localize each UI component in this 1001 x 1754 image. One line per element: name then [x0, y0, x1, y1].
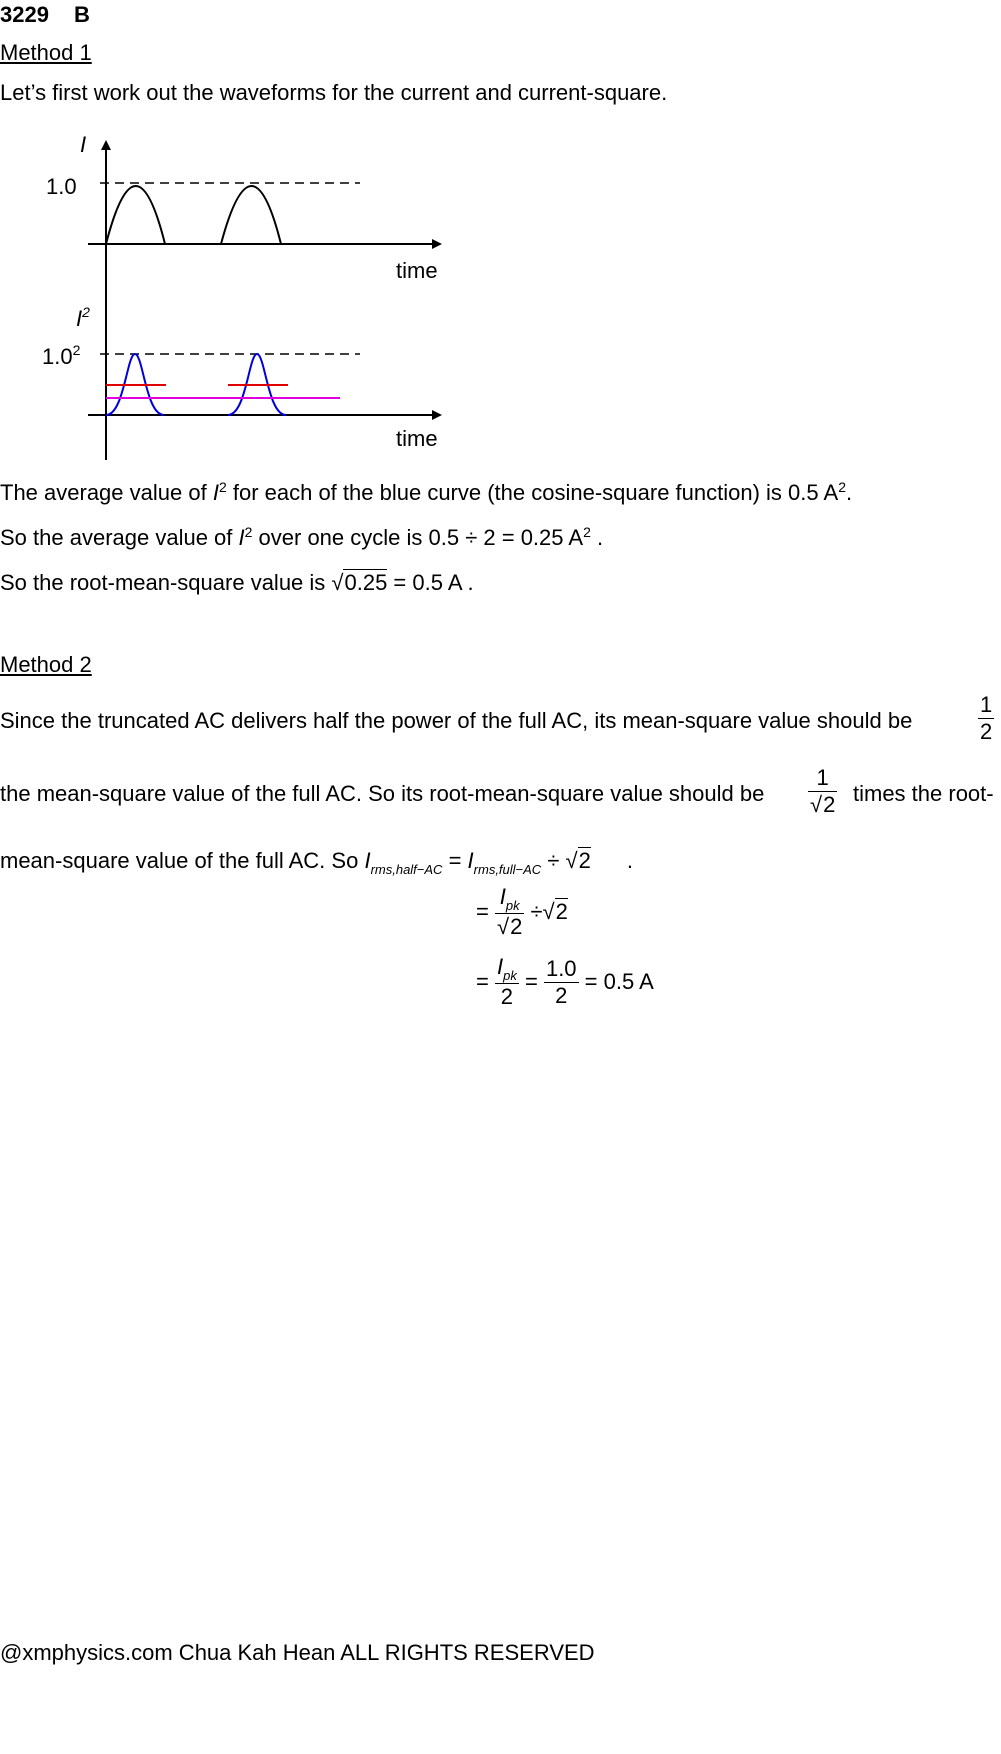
method2-line1: Since the truncated AC delivers half the power of the full AC, its mean-square value should be: [0, 708, 913, 733]
bottom-y-label: $I^2$: [76, 304, 90, 331]
top-half-wave-2: [221, 186, 281, 244]
method2-heading: Method 2: [0, 652, 92, 677]
top-half-wave-1: [106, 186, 165, 244]
method1-line1: The average value of $I^2$ for each of the blue curve (the cosine-square function) is 0.5 $A^2$.: [0, 479, 853, 505]
copyright-footer: @xmphysics.com Chua Kah Hean ALL RIGHTS RESERVED: [0, 1640, 595, 1665]
method1-line2: So the average value of $I^2$ over one cycle is 0.5 ÷ 2 = 0.25 $A^2$ .: [0, 524, 604, 550]
answer-letter: B: [73, 2, 90, 27]
method2-line4: = $\frac{I_{pk}}{√2}$ ÷√2: [476, 884, 568, 939]
method1-heading: Method 1: [0, 40, 92, 65]
waveform-graphs: [0, 120, 460, 470]
method2-line2-post: times the root-: [853, 781, 994, 806]
method2-line1-fraction: $\frac{1}{2}$: [980, 692, 993, 744]
method1-line3: So the root-mean-square value is √0.25 = 0.5 A .: [0, 570, 474, 595]
bottom-x-label: time: [396, 426, 438, 451]
bottom-peak-label: $1.0^2$: [42, 342, 81, 369]
top-peak-label: 1.0: [46, 174, 77, 199]
question-header: [0, 2, 90, 28]
method2-line2: the mean-square value of the full AC. So its root-mean-square value should be: [0, 781, 765, 806]
top-x-label: time: [396, 258, 438, 283]
top-y-label: I: [80, 132, 87, 157]
method2-line5: = $\frac{I_{pk}}{2}$ = $\frac{1.0}{2}$ = 0.5 A: [476, 954, 654, 1009]
question-number: 3229: [0, 2, 49, 27]
method2-line3: mean-square value of the full AC. So $I_{rms,half-AC} = I_{rms,full-AC} \div √2$ .: [0, 848, 633, 877]
method1-intro: Let’s first work out the waveforms for the current and current-square.: [0, 80, 668, 105]
method2-line2-fraction: $\frac{1}{√2}$: [810, 765, 836, 817]
